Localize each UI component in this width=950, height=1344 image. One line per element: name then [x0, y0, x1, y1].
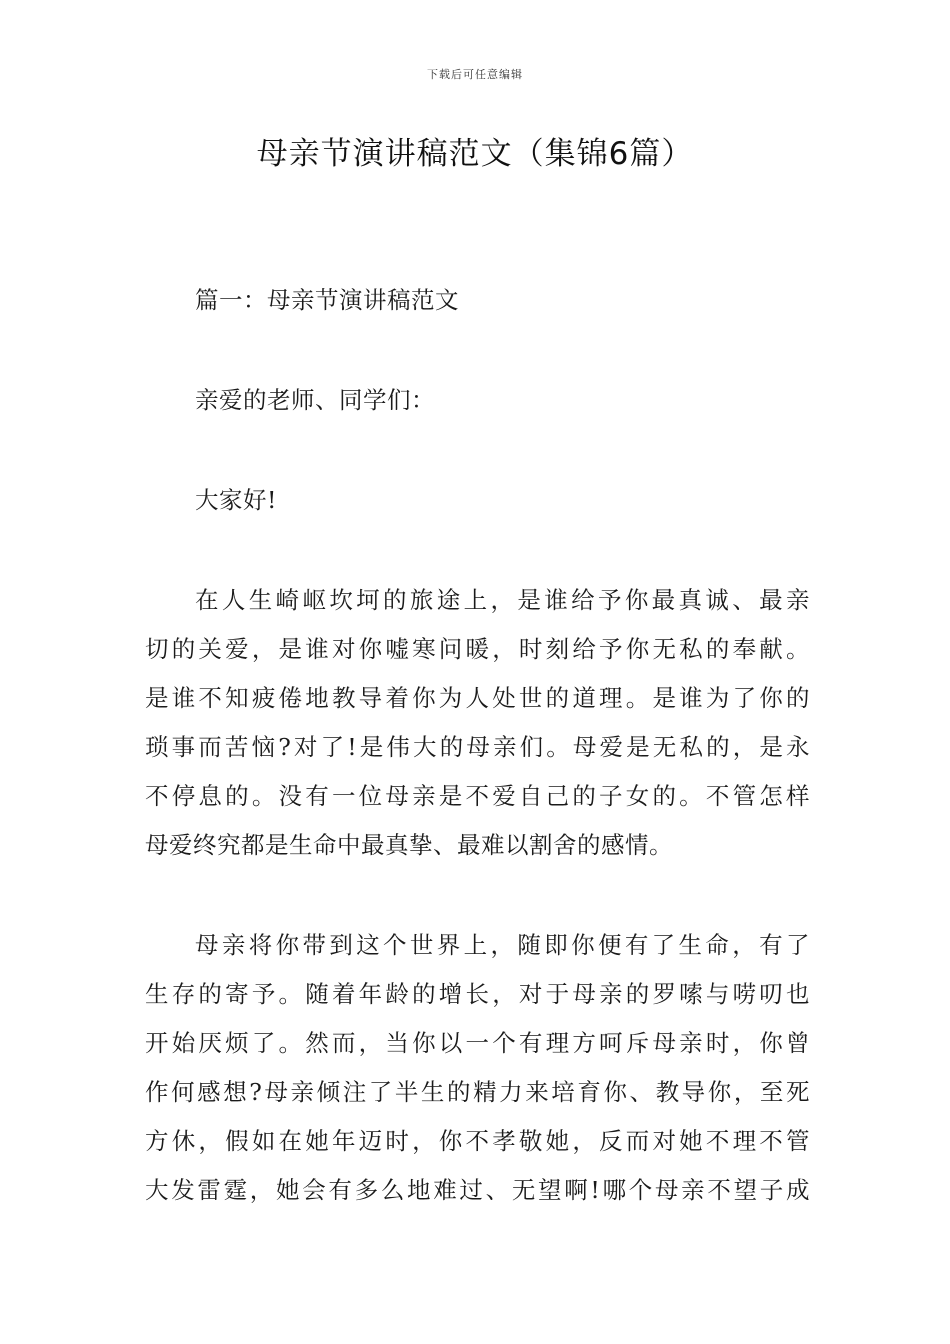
section-heading: 篇一：母亲节演讲稿范文 [195, 286, 459, 314]
paragraph-line: 琐事而苦恼?对了!是伟大的母亲们。母爱是无私的，是永 [145, 733, 810, 761]
paragraph-line: 切的关爱，是谁对你嘘寒问暖，时刻给予你无私的奉献。 [145, 635, 810, 663]
paragraph-line: 大发雷霆，她会有多么地难过、无望啊!哪个母亲不望子成 [145, 1176, 810, 1204]
paragraph-line: 是谁不知疲倦地教导着你为人处世的道理。是谁为了你的 [145, 684, 810, 712]
paragraph-line: 开始厌烦了。然而，当你以一个有理方呵斥母亲时，你曾 [145, 1029, 810, 1057]
page-header-note: 下载后可任意编辑 [427, 68, 523, 81]
salutation: 亲爱的老师、同学们： [195, 386, 435, 414]
paragraph-line: 不停息的。没有一位母亲是不爱自己的子女的。不管怎样 [145, 782, 810, 810]
paragraph-line: 生存的寄予。随着年龄的增长，对于母亲的罗嗦与唠叨也 [145, 980, 810, 1008]
paragraph-line: 方休，假如在她年迈时，你不孝敬她，反而对她不理不管 [145, 1127, 810, 1155]
greeting: 大家好! [195, 486, 277, 514]
document-title: 母亲节演讲稿范文（集锦6篇） [256, 136, 694, 172]
paragraph-line: 在人生崎岖坎坷的旅途上，是谁给予你最真诚、最亲 [195, 586, 810, 614]
paragraph-line: 母亲将你带到这个世界上，随即你便有了生命，有了 [195, 931, 810, 959]
paragraph-line: 作何感想?母亲倾注了半生的精力来培育你、教导你，至死 [145, 1078, 810, 1106]
paragraph-line: 母爱终究都是生命中最真挚、最难以割舍的感情。 [145, 831, 673, 859]
